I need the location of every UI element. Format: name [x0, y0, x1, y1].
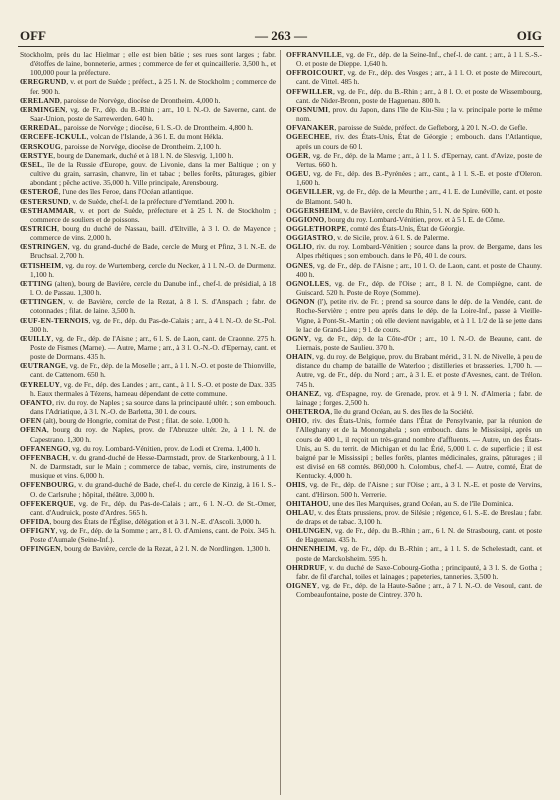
- dictionary-entry: [20, 316, 276, 334]
- dictionary-entry: [286, 151, 542, 169]
- entry-headword: ŒTISHEIM: [20, 260, 62, 270]
- entry-text: , vg. d'Espagne, roy. de Grenade, prov. et à 9 l. N. d'Almeria ; fabr. de lainage ; forges. 2,500 h.: [296, 388, 542, 407]
- entry-headword: OHANEZ: [286, 388, 320, 398]
- entry-text: , vg. de Fr., dép. de la Moselle ; arr., à 1 l. N.-O. et poste de Thionville, cant. de Cattenom. 650 h.: [30, 361, 276, 380]
- entry-text: , vg. de Fr., dép. du Pas-de-Calais ; arr., 6 l. N.-O. de St.-Omer, cant. d'Audruick, poste d'Ardres. 565 h.: [30, 498, 276, 517]
- dictionary-entry: [20, 77, 276, 95]
- entry-text: , riv. du roy. de Naples ; sa source dans la principauté ultér. ; son embouch. dans l'Adriatique, à 3 l. N.-O. de Barletta, 30 l. de cours.: [30, 397, 276, 417]
- left-column: [20, 50, 276, 795]
- entry-text: , vg. de Fr., dép. de la Marne ; arr., à 1 l. S. d'Epernay, cant. d'Avize, poste de Vertus. 660 h.: [296, 150, 542, 169]
- entry-headword: OGNY: [286, 333, 309, 343]
- entry-headword: ŒTTINGEN: [20, 297, 64, 307]
- dictionary-entry: [20, 96, 276, 105]
- entry-headword: ŒUILLY: [20, 333, 52, 343]
- header-left-word: OFF: [20, 28, 46, 43]
- dictionary-entry: [286, 499, 542, 508]
- dictionary-entry: [20, 206, 276, 224]
- dictionary-entry: [286, 416, 542, 480]
- entry-headword: ŒSTERSUND: [20, 196, 69, 206]
- dictionary-entry: [286, 132, 542, 150]
- entry-text: , vg. de Fr., dép. de la Meurthe ; arr., 4 l. E. de Lunéville, cant. et poste de Blamont. 540 h.: [296, 187, 542, 206]
- entry-headword: OHIO: [286, 416, 307, 426]
- dictionary-entry: [286, 407, 542, 416]
- entry-headword: OHRDRUF: [286, 562, 325, 572]
- entry-text: , paroisse de Norvège ; diocèse, 6 l. S.-O. de Drontheim. 4,800 h.: [60, 123, 253, 133]
- dictionary-entry: [20, 105, 276, 123]
- entry-headword: OGNON: [286, 297, 315, 307]
- entry-headword: ŒRREDAL: [20, 123, 60, 133]
- entry-text: , vg. de Fr., dép. de l'Aisne ; arr., 10 l. O. de Laon, cant. et poste de Chauny. 400 h.: [296, 260, 542, 279]
- entry-headword: OGGIONO: [286, 214, 325, 224]
- dictionary-entry: [20, 160, 276, 187]
- entry-headword: OGGLETHORPE: [286, 223, 347, 233]
- entry-text: , vg. de Fr., dép. de la Seine-Inf., chef-l. de cant. ; arr., à 1 l. S.-S.-O. et poste de Dieppe. 1,640 h.: [296, 50, 542, 69]
- entry-headword: ŒRCEFE-ICKULL: [20, 132, 87, 142]
- entry-headword: OGNES: [286, 260, 313, 270]
- entry-text: Stockholm, près du lac Hielmar ; elle est bien bâtie ; ses rues sont larges ; fabr. d'étoffes de laine, bonneterie, armes ; commerce de fer et quincaillerie. 3,500 h., et 100,000 pour la préfecture.: [20, 50, 276, 78]
- entry-text: , l'une des îles Feroe, dans l'Océan atlantique.: [58, 187, 194, 197]
- dictionary-entry: [20, 50, 276, 77]
- dictionary-entry: [286, 224, 542, 233]
- entry-text: , v. du grand-duché de Bade, chef-l. du cercle de Kinzig, à 16 l. S.-O. de Carlsruhe ; hôpital, théâtre. 3,000 h.: [30, 480, 276, 499]
- entry-headword: OGLIO: [286, 242, 313, 252]
- entry-text: , v. de Sicile, prov. à 6 l. S. de Palerme.: [333, 233, 450, 243]
- entry-headword: OHETEROA: [286, 407, 331, 417]
- entry-headword: ŒUF-EN-TERNOIS: [20, 315, 89, 325]
- entry-headword: OHNENHEIM: [286, 544, 336, 554]
- entry-headword: ŒRSTYE: [20, 150, 54, 160]
- entry-text: , vg. du roy. de Wurtemberg, cercle du Necker, à 1 l. N.-O. de Durmenz. 1,100 h.: [30, 260, 276, 279]
- dictionary-entry: [286, 389, 542, 407]
- dictionary-entry: [20, 224, 276, 242]
- header-rule: [18, 46, 544, 47]
- entry-text: , paroisse de Norvège, diocèse de Drontheim. 4,000 h.: [60, 95, 221, 105]
- dictionary-entry: [20, 499, 276, 517]
- dictionary-entry: [20, 142, 276, 151]
- entry-headword: OGEU: [286, 169, 309, 179]
- column-divider: [280, 50, 281, 795]
- entry-headword: ŒRMINGEN: [20, 104, 66, 114]
- entry-text: , vg. du roy. Lombard-Vénitien, prov. de Lodi et Crema. 1,400 h.: [68, 443, 261, 453]
- entry-text: , comté des États-Unis, État de Géorgie.: [346, 223, 465, 233]
- entry-headword: ŒYRELUY: [20, 379, 60, 389]
- entry-text: , bourg des États de l'Église, délégation et à 3 l. N.-E. d'Ascoli. 3,000 h.: [49, 516, 262, 526]
- entry-headword: ŒRSKOUG: [20, 141, 61, 151]
- entry-text: , v. et port de Suède ; préfect., à 25 l. N. de Stockholm ; commerce de fer. 900 h.: [30, 77, 276, 96]
- dictionary-entry: [20, 517, 276, 526]
- page-number: — 263 —: [255, 28, 307, 43]
- dictionary-entry: [286, 261, 542, 279]
- dictionary-entry: [20, 297, 276, 315]
- dictionary-entry: [286, 581, 542, 599]
- dictionary-entry: [286, 50, 542, 68]
- entry-headword: ŒRELAND: [20, 95, 60, 105]
- entry-text: , vg. de Fr., dép. de la Somme ; arr., 8 l. O. d'Amiens, cant. de Poix. 345 h. Poste d'Aumale (Seine-Inf.).: [30, 526, 276, 545]
- entry-text: , v. du duché de Saxe-Cobourg-Gotha ; principauté, à 3 l. S. de Gotha ; fabr. de fil d'archal, toiles et lainages ; papeteries, tanneries. 3,500 h.: [296, 562, 542, 581]
- header-right-word: OIG: [516, 28, 542, 43]
- entry-text: , vg. du grand-duché de Bade, cercle de Murg et Pfinz, 3 l. N.-E. de Bruchsal. 2,700 h.: [30, 242, 276, 261]
- entry-text: , paroisse de Norvège, diocèse de Drontheim. 2,100 h.: [60, 141, 222, 151]
- entry-text: , vg. de Fr., dép. de l'Aisne ; arr., 6 l. S. de Laon, cant. de Craonne. 275 h. Poste de Fismes (Marne). — Autre, Marne ; arr., à 3 l. O.-N.-O. d'Epernay, cant. et poste de Dormans. 435 h.: [30, 333, 276, 362]
- dictionary-entry: [286, 242, 542, 260]
- entry-headword: OFFROICOURT: [286, 68, 344, 78]
- dictionary-entry: [286, 480, 542, 498]
- running-header: [20, 28, 542, 46]
- entry-headword: OFANTO: [20, 397, 53, 407]
- entry-text: , vg. de Fr., dép. des B.-Pyrénées ; arr., cant., à 1 l. S.-E. et poste d'Oleron. 1,600 h.: [296, 169, 542, 188]
- dictionary-entry: [20, 544, 276, 553]
- dictionary-entry: [20, 123, 276, 132]
- entry-text: , bourg du duché de Nassau, baill. d'Eltville, à 3 l. O. de Mayence ; commerce de vins. 2,000 h.: [30, 223, 276, 243]
- dictionary-entry: [286, 87, 542, 105]
- entry-text: , riv. des États-Unis, État de Géorgie ; embouch. dans l'Atlantique, après un cours de 60 l.: [296, 132, 542, 151]
- entry-headword: OFVANAKER: [286, 123, 335, 133]
- entry-text: , v. de Suède, chef-l. de la préfecture d'Yemtland. 200 h.: [68, 196, 235, 206]
- entry-headword: ŒTTING: [20, 278, 53, 288]
- entry-headword: ŒREGRUND: [20, 77, 67, 87]
- entry-text: , v. de Bavière, cercle de la Rezat, à 8 l. S. d'Anspach ; fabr. de cotonnades ; filat. de laine. 3,500 h.: [30, 297, 276, 316]
- dictionary-entry: [20, 279, 276, 297]
- dictionary-entry: [20, 242, 276, 260]
- entry-headword: OGGIASTRO: [286, 233, 334, 243]
- entry-text: , une des îles Marquises, grand Océan, au S. de l'île Dominica.: [328, 498, 514, 508]
- dictionary-entry: [20, 187, 276, 196]
- dictionary-entry: [20, 361, 276, 379]
- entry-text: , bourg de Danemark, duché et à 18 l. N. de Slesvig. 1,100 h.: [53, 150, 234, 160]
- entry-text: , vg. de Fr., dép. de la Haute-Saône ; arr., à 7 l. N.-O. de Vesoul, cant. de Combeaufontaine, poste de Cintrey. 370 h.: [296, 581, 542, 600]
- dictionary-entry: [286, 352, 542, 389]
- entry-text: , vg. de Fr., dép. du B.-Rhin ; arr., 10 l. N.-O. de Saverne, cant. de Saar-Union, poste de Sarrewerden. 640 h.: [30, 104, 276, 124]
- entry-text: , vg. de Fr., dép. du B.-Rhin ; arr., à 1 l. S. de Schelestadt, cant. et poste de Marckolsheim. 595 h.: [296, 544, 542, 563]
- dictionary-entry: [20, 398, 276, 416]
- dictionary-entry: [20, 480, 276, 498]
- dictionary-entry: [20, 416, 276, 425]
- dictionary-entry: [20, 380, 276, 398]
- entry-headword: OFFRANVILLE: [286, 50, 342, 59]
- entry-headword: OFFANENGO: [20, 443, 69, 453]
- entry-text: , bourg du roy. de Naples, prov. de l'Abruzze ultér. 2e, à 1 l. N. de Capestrano. 1,300 h.: [30, 425, 276, 444]
- dictionary-entry: [20, 334, 276, 361]
- entry-headword: OGNOLLES: [286, 278, 330, 288]
- entry-headword: OHLAU: [286, 507, 315, 517]
- entry-text: , v. de Bavière, cercle du Rhin, 5 l. N. de Spire. 600 h.: [340, 205, 500, 215]
- dictionary-entry: [20, 453, 276, 480]
- entry-text: , prov. du Japon, dans l'île de Kiu-Siu ; la v. principale porte le même nom.: [296, 104, 542, 124]
- entry-text: , vg. de Fr., dép. du Pas-de-Calais ; arr., à 4 l. N.-O. de St.-Pol. 300 h.: [30, 315, 276, 334]
- dictionary-entry: [20, 526, 276, 544]
- entry-text: , bourg de Bavière, cercle de la Rezat, à 2 l. N. de Nordlingen. 1,300 h.: [60, 544, 271, 554]
- entry-headword: OFFEKERQUE: [20, 498, 74, 508]
- dictionary-entry: [286, 68, 542, 86]
- entry-headword: OFFENBACH: [20, 452, 69, 462]
- entry-headword: OFFINGEN: [20, 544, 61, 554]
- dictionary-entry: [286, 508, 542, 526]
- dictionary-entry: [286, 563, 542, 581]
- entry-text: , paroisse de Suède, préfect. de Gefleborg, à 20 l. N.-O. de Gefle.: [334, 123, 528, 133]
- entry-text: , vg. du roy. de Belgique, prov. du Brabant mérid., 3 l. N. de Nivelle, à peu de distance du champ de bataille de Waterloo ; distilleries et brasseries. 1,700 h. — Autre, vg. de Fr., dép. du Nord ; arr., à 3 l. E. et poste d'Avesnes, cant. de Trélon. 745 h.: [296, 352, 542, 389]
- entry-headword: OFOSNUMI: [286, 104, 329, 114]
- dictionary-entry: [286, 215, 542, 224]
- dictionary-entry: [20, 151, 276, 160]
- entry-text: , vg. de Fr., dép. des Landes ; arr., cant., à 1 l. S.-O. et poste de Dax. 335 h. Eaux thermales à Tézens, hameau dépendant de cette commune.: [30, 379, 276, 398]
- dictionary-entry: [20, 132, 276, 141]
- entry-headword: OFEN: [20, 416, 42, 426]
- entry-text: (alt), bourg de Hongrie, comitat de Pest ; filat. de soie. 1,000 h.: [41, 416, 230, 426]
- entry-text: (alten), bourg de Bavière, cercle du Danube inf., chef-l. de présidial, à 18 l. O. de Passau. 1,300 h.: [30, 278, 276, 298]
- entry-text: (l'), petite riv. de Fr. ; prend sa source dans le dép. de la Vendée, cant. de Roche-Servière ; entre peu après dans le dép. de la Loire-Inf., passe à Vieille-Vigne, à Pont-St.-Martin ; où elle devient navigable, et à 1 l. 1/2 de là se jette dans le lac de Grand-Lieu ; 9 l. de cours.: [296, 297, 542, 334]
- dictionary-entry: [20, 261, 276, 279]
- entry-headword: OIGNEY: [286, 581, 318, 591]
- entry-text: , v. des États prussiens, prov. de Silésie ; régence, 6 l. S.-E. de Breslau ; fabr. de draps et de tabac. 3,100 h.: [296, 507, 542, 526]
- dictionary-entry: [286, 334, 542, 352]
- entry-text: , riv. du roy. Lombard-Vénitien ; source dans la prov. de Bergame, dans les Alpes rhétiques ; son embouch. dans le Pô, 40 l. de cours.: [296, 242, 542, 261]
- dictionary-entry: [286, 233, 542, 242]
- dictionary-entry: [286, 206, 542, 215]
- entry-text: , île du grand Océan, au S. des îles de la Société.: [330, 407, 474, 417]
- entry-text: , vg. de Fr., dép. de l'Oise ; arr., 8 l. N. de Compiègne, cant. de Guiscard. 520 h. Poste de Roye (Somme).: [296, 278, 542, 298]
- entry-headword: OGEECHEE: [286, 132, 330, 142]
- entry-text: , riv. des États-Unis, formée dans l'État de Pensylvanie, par la réunion de l'Alleghany et de la Monongahela ; son embouch. dans le Mississipi, après un cours de 400 l., il reçoit un très-grand nombre d'affluents. — Autre, un des États-Unis, au S. du territ. de Michigan et du lac Érié, 5,000 l. c. de superficie ; il est baigné par le Mississipi ; belles forêts, plantes médicinales, grains, pâturages ; il est divisé en 68 comtés. 860,000 h. Colombus, chef-l. — Autre, comté, État de Kentucky. 4,000 h.: [296, 416, 542, 481]
- entry-text: , volcan de l'Islande, à 36 l. E. du mont Hékla.: [86, 132, 224, 142]
- dictionary-entry: [286, 544, 542, 562]
- entry-text: , v. et port de Suède, préfecture et à 25 l. N. de Stockholm ; commerce de souliers et de poissons.: [30, 205, 276, 224]
- entry-headword: OFFIDA: [20, 516, 50, 526]
- entry-headword: OGEVILLER: [286, 187, 333, 197]
- entry-headword: OGGERSHEIM: [286, 205, 341, 215]
- entry-headword: OFFIGNY: [20, 526, 56, 536]
- entry-text: , vg. de Fr., dép. du B.-Rhin ; arr., à 8 l. O. et poste de Wissembourg, cant. de Nider-Bronn, poste de Haguenau. 800 h.: [296, 86, 542, 105]
- dictionary-entry: [286, 297, 542, 334]
- entry-headword: ŒSTRICH: [20, 223, 58, 233]
- entry-headword: OHLUNGEN: [286, 526, 331, 536]
- dictionary-entry: [20, 425, 276, 443]
- entry-headword: ŒUTRANGE: [20, 361, 66, 371]
- entry-headword: OFENA: [20, 425, 47, 435]
- entry-text: , vg. de Fr., dép. du B.-Rhin ; arr., 6 l. N. de Strasbourg, cant. et poste de Haguenau. 435 h.: [296, 526, 542, 545]
- entry-headword: ŒSTHAMMAR: [20, 205, 74, 215]
- entry-headword: OHIS: [286, 480, 306, 490]
- entry-text: , vg. de Fr., dép. de la Côte-d'Or ; arr., 10 l. N.-O. de Beaune, cant. de Liernais, poste de Saulieu. 370 h.: [296, 333, 542, 352]
- entry-headword: ŒSTEROË: [20, 187, 59, 197]
- entry-text: , bourg du roy. Lombard-Vénitien, prov. et à 5 l. E. de Côme.: [324, 214, 505, 224]
- dictionary-entry: [286, 526, 542, 544]
- entry-headword: ŒSTRINGEN: [20, 242, 68, 252]
- right-column: [286, 50, 542, 795]
- entry-headword: OFFWILLER: [286, 86, 333, 96]
- entry-headword: OHITAHOU: [286, 498, 329, 508]
- entry-text: , vg. de Fr., dép. des Vosges ; arr., à 1 l. O. et poste de Mirecourt, cant. de Vittel. 485 h.: [296, 68, 542, 87]
- dictionary-entry: [286, 105, 542, 123]
- entry-headword: OGER: [286, 150, 309, 160]
- entry-text: , île de la Russie d'Europe, gouv. de Livonie, dans la mer Baltique ; on y cultive du grain, sarrasin, chanvre, lin et tabac ; belles forêts, pâturages, gibier abondant ; pêche active. 35,000 h. Ville principale, Arensbourg.: [30, 159, 276, 188]
- dictionary-entry: [286, 187, 542, 205]
- dictionary-entry: [286, 169, 542, 187]
- entry-text: , vg. de Fr., dép. de l'Aisne ; sur l'Oise ; arr., à 3 l. N.-E. et poste de Vervins, cant. d'Hirson. 500 h. Verrerie.: [296, 480, 542, 499]
- entry-headword: OHAIN: [286, 352, 313, 362]
- dictionary-entry: [286, 279, 542, 297]
- entry-headword: OFFENBOURG: [20, 480, 75, 490]
- dictionary-entry: [20, 444, 276, 453]
- entry-headword: ŒSEL: [20, 159, 43, 169]
- entry-text: , v. du grand-duché de Hesse-Darmstadt, prov. de Starkenbourg, à 1 l. N. de Darmstadt, sur le Main ; commerce de tabac, vernis, cire, instruments de musique et vins. 6,000 h.: [30, 452, 276, 481]
- dictionary-entry: [20, 197, 276, 206]
